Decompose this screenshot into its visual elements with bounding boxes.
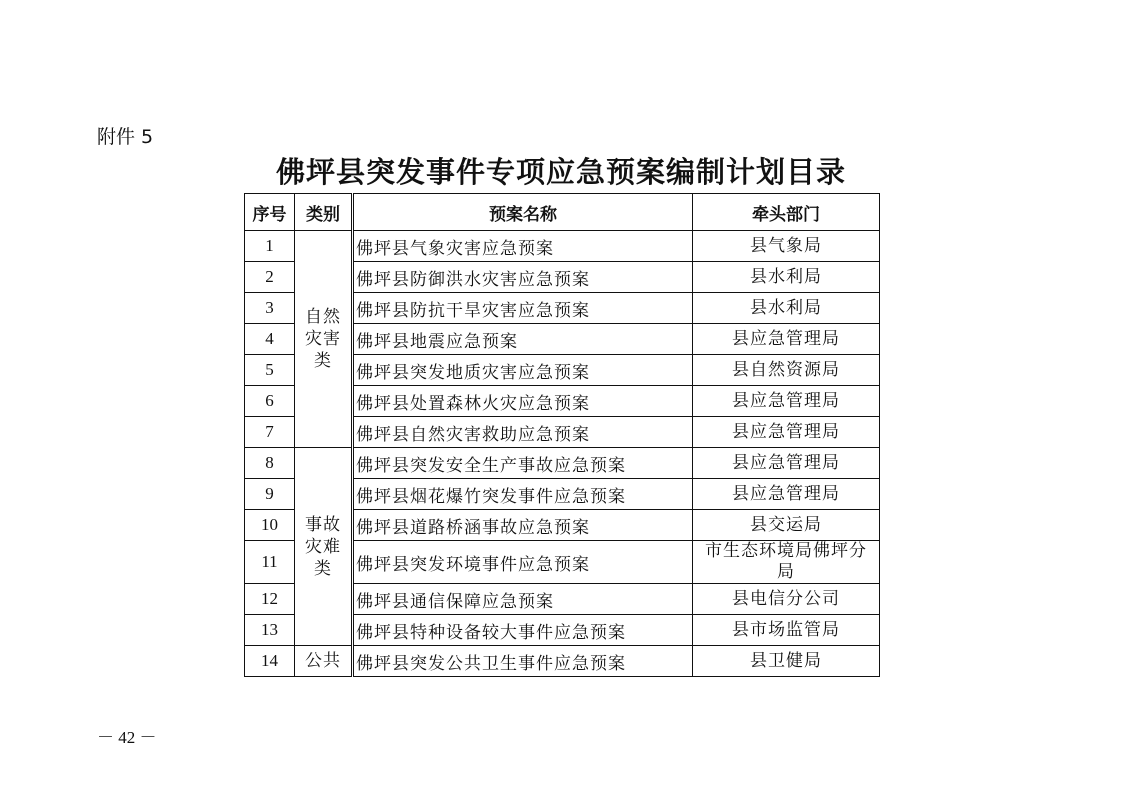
lead-department: 县水利局: [693, 293, 880, 324]
lead-department: [693, 541, 880, 584]
lead-department-line: 局: [777, 562, 795, 582]
lead-department: 县电信分公司: [693, 584, 880, 615]
plan-name: 佛坪县自然灾害救助应急预案: [353, 417, 693, 448]
table-row: [245, 448, 880, 479]
lead-department: 县市场监管局: [693, 615, 880, 646]
category-line: 自然: [305, 307, 341, 327]
row-number: 4: [245, 324, 295, 355]
row-number: 10: [245, 510, 295, 541]
plan-name: 佛坪县防抗干旱灾害应急预案: [353, 293, 693, 324]
plan-name: 佛坪县突发地质灾害应急预案: [353, 355, 693, 386]
table-row: [245, 231, 880, 262]
lead-department: 县自然资源局: [693, 355, 880, 386]
row-number: 12: [245, 584, 295, 615]
plan-name: 佛坪县烟花爆竹突发事件应急预案: [353, 479, 693, 510]
lead-department-line: 市生态环境局佛坪分: [705, 541, 867, 561]
category-line: 类: [314, 558, 332, 579]
plan-name: 佛坪县突发环境事件应急预案: [353, 541, 693, 584]
header-lead-dept: 牵头部门: [693, 194, 880, 231]
category-public: 公共: [295, 646, 353, 677]
table-header-row: [245, 194, 880, 231]
row-number: 9: [245, 479, 295, 510]
row-number: 13: [245, 615, 295, 646]
row-number: 1: [245, 231, 295, 262]
plan-name: 佛坪县防御洪水灾害应急预案: [353, 262, 693, 293]
category-natural-disaster: [295, 231, 353, 448]
row-number: 5: [245, 355, 295, 386]
document-title: 佛坪县突发事件专项应急预案编制计划目录: [275, 155, 846, 189]
row-number: 11: [245, 541, 295, 584]
plan-name: 佛坪县突发安全生产事故应急预案: [353, 448, 693, 479]
header-category: 类别: [295, 194, 353, 231]
lead-department: 县卫健局: [693, 646, 880, 677]
plan-name: 佛坪县特种设备较大事件应急预案: [353, 615, 693, 646]
row-number: 8: [245, 448, 295, 479]
plan-name: 佛坪县气象灾害应急预案: [353, 231, 693, 262]
lead-department: 县交运局: [693, 510, 880, 541]
category-line: 灾难: [305, 536, 341, 557]
plan-name: 佛坪县处置森林火灾应急预案: [353, 386, 693, 417]
lead-department: 县应急管理局: [693, 324, 880, 355]
table-row: [245, 646, 880, 677]
page-number: － 42 －: [97, 728, 157, 747]
plan-catalog-table: [244, 193, 880, 677]
category-line: 事故: [305, 514, 341, 535]
plan-name: 佛坪县道路桥涵事故应急预案: [353, 510, 693, 541]
plan-name: 佛坪县地震应急预案: [353, 324, 693, 355]
row-number: 2: [245, 262, 295, 293]
header-plan-name: 预案名称: [353, 194, 693, 231]
row-number: 7: [245, 417, 295, 448]
row-number: 14: [245, 646, 295, 677]
header-serial: 序号: [245, 194, 295, 231]
category-line: 灾害: [305, 329, 341, 349]
lead-department: 县应急管理局: [693, 448, 880, 479]
category-accident-disaster: [295, 448, 353, 646]
attachment-label: 附件 5: [97, 126, 154, 148]
lead-department: 县应急管理局: [693, 386, 880, 417]
plan-name: 佛坪县通信保障应急预案: [353, 584, 693, 615]
lead-department: 县水利局: [693, 262, 880, 293]
lead-department: 县应急管理局: [693, 479, 880, 510]
lead-department: 县应急管理局: [693, 417, 880, 448]
category-line: 类: [314, 351, 332, 371]
lead-department: 县气象局: [693, 231, 880, 262]
plan-name: 佛坪县突发公共卫生事件应急预案: [353, 646, 693, 677]
row-number: 3: [245, 293, 295, 324]
row-number: 6: [245, 386, 295, 417]
